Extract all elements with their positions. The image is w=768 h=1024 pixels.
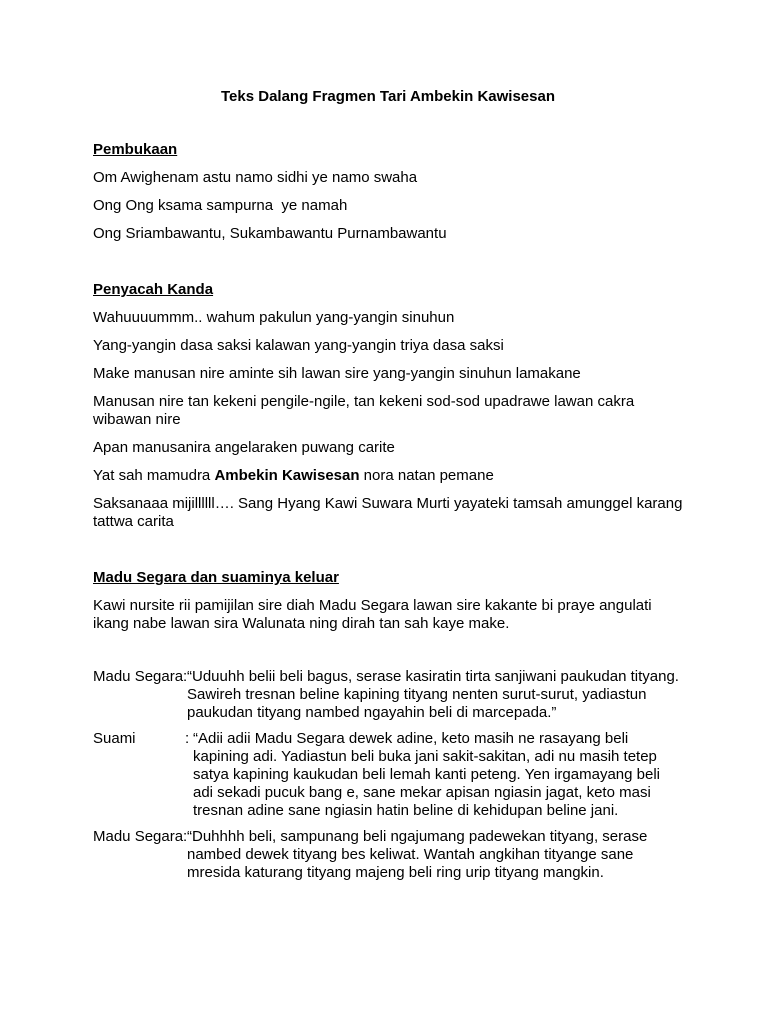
penyacah-line-1: Wahuuuummm.. wahum pakulun yang-yangin sinuhun <box>93 309 455 326</box>
yat-bold-title: Ambekin Kawisesan <box>214 467 360 484</box>
heading-penyacah-kanda: Penyacah Kanda <box>93 281 214 298</box>
document-page <box>93 88 683 882</box>
yat-prefix: Yat sah mamudra <box>93 467 215 484</box>
dialog-2-colon: : <box>185 730 190 747</box>
madu-intro: Kawi nursite rii pamijilan sire diah Madu Segara lawan sire kakante bi praye angulati ikang nabe lawan sira Walunata ning dirah tan sah kaye make. <box>93 597 652 632</box>
dialog-2-text: “Adii adii Madu Segara dewek adine, keto masih ne rasayang beli kapining adi. Yadiastun beli buka jani sakit-sakitan, adi nu masih tetep satya kapining kaukudan beli lemah kanti peteng. Yen irgamayang beli adi sekadi pucuk bang e, sane mekar apisan ngiasin jagat, keto masi tresnan adine sane ngiasin hatin beline di kehidupan beline jani. <box>193 730 660 819</box>
penyacah-line-3: Make manusan nire aminte sih lawan sire yang-yangin sinuhun lamakane <box>93 365 581 382</box>
dialog-3-speaker: Madu Segara: <box>93 828 188 845</box>
dialog-3-text: “Duhhhh beli, sampunang beli ngajumang padewekan tityang, serase nambed dewek tityang bes keliwat. Wantah angkihan tityange sane mresida katurang tityang majeng beli ring urip tityang mangkin. <box>187 828 648 881</box>
dialog-1-text: “Uduuhh belii beli bagus, serase kasiratin tirta sanjiwani paukudan tityang. Sawireh tresnan beline kapining tityang nenten surut-surut, yadiastun paukudan tityang nambed ngayahin beli di marcepada.” <box>187 668 679 721</box>
dialog-2-speaker: Suami <box>93 730 136 747</box>
pembukaan-line-2: Ong Ong ksama sampurna ye namah <box>93 197 348 214</box>
penyacah-line-yat <box>93 467 683 485</box>
document-title: Teks Dalang Fragmen Tari Ambekin Kawisesan <box>221 88 555 105</box>
heading-pembukaan: Pembukaan <box>93 141 178 158</box>
dialog-1 <box>93 668 683 722</box>
pembukaan-line-1: Om Awighenam astu namo sidhi ye namo swaha <box>93 169 418 186</box>
pembukaan-line-3: Ong Sriambawantu, Sukambawantu Purnambawantu <box>93 225 447 242</box>
dialog-3 <box>93 828 683 882</box>
heading-madu-segara: Madu Segara dan suaminya keluar <box>93 569 339 586</box>
penyacah-line-4: Manusan nire tan kekeni pengile-ngile, tan kekeni sod-sod upadrawe lawan cakra wibawan nire <box>93 393 635 428</box>
penyacah-line-5: Apan manusanira angelaraken puwang carite <box>93 439 395 456</box>
yat-suffix: nora natan pemane <box>359 467 494 484</box>
dialog-1-speaker: Madu Segara: <box>93 668 188 685</box>
penyacah-line-2: Yang-yangin dasa saksi kalawan yang-yangin triya dasa saksi <box>93 337 504 354</box>
penyacah-closing: Saksanaaa mijillllll…. Sang Hyang Kawi Suwara Murti yayateki tamsah amunggel karang tattwa carita <box>93 495 683 530</box>
dialog-2-speaker-wrap <box>93 730 193 820</box>
dialog-2 <box>93 730 683 820</box>
